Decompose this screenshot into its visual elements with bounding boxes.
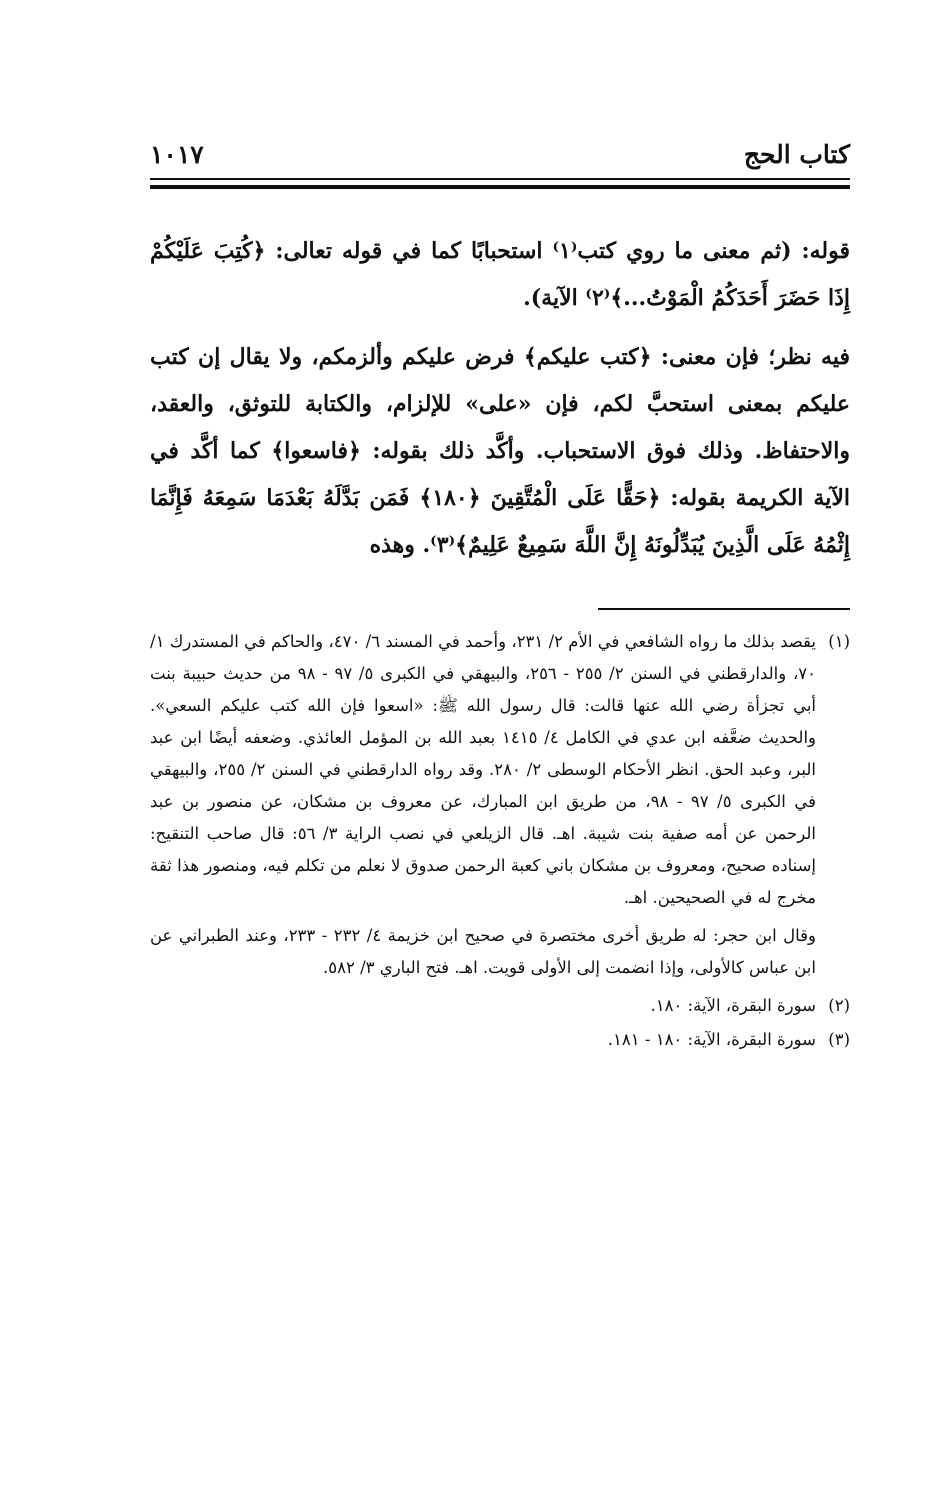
footnote-separator xyxy=(598,608,850,610)
main-text xyxy=(150,228,850,569)
header-rule-thin xyxy=(150,178,850,180)
footnote-text: سورة البقرة، الآية: ١٨٠. xyxy=(650,996,816,1015)
footnote-3 xyxy=(150,1024,850,1056)
footnote-number: (٣) xyxy=(828,1030,850,1049)
main-paragraph-quote: قوله: (ثم معنى ما روي كتب⁽١⁾ استحبابًا كما في قوله تعالى: ﴿كُتِبَ عَلَيْكُمْ إِذَا حَضَرَ أَحَدَكُمُ الْمَوْتُ...﴾⁽٢⁾ الآية). xyxy=(150,238,850,311)
footnotes xyxy=(150,626,850,1056)
running-header xyxy=(150,140,850,176)
main-paragraph-commentary: فيه نظر؛ فإن معنى: ﴿كتب عليكم﴾ فرض عليكم وألزمكم، ولا يقال إن كتب عليكم بمعنى استحبَّ لكم، فإن «على» للإلزام، والكتابة للتوثق، والعقد، والاحتفاظ. وذلك فوق الاستحباب. وأكَّد ذلك بقوله: ﴿فاسعوا﴾ كما أكَّد في الآية الكريمة بقوله: ﴿حَقًّا عَلَى الْمُتَّقِينَ ﴿١٨٠﴾ فَمَن بَدَّلَهُ بَعْدَمَا سَمِعَهُ فَإِنَّمَا إِثْمُهُ عَلَى الَّذِينَ يُبَدِّلُونَهُ إِنَّ اللَّهَ سَمِيعٌ عَلِيمٌ﴾⁽٣⁾. وهذه xyxy=(150,344,850,558)
header-rule-thick xyxy=(150,185,850,189)
footnote-text: سورة البقرة، الآية: ١٨٠ - ١٨١. xyxy=(607,1030,816,1049)
footnote-number: (١) xyxy=(828,632,850,651)
footnote-number: (٢) xyxy=(828,996,850,1015)
footnote-1 xyxy=(150,626,850,984)
chapter-title: كتاب الحج xyxy=(743,140,850,169)
footnote-paragraph: يقصد بذلك ما رواه الشافعي في الأم ٢/ ٢٣١، وأحمد في المسند ٦/ ٤٧٠، والحاكم في المستدرك ١/ ٧٠، والدارقطني في السنن ٢/ ٢٥٥ - ٢٥٦، والبيهقي في الكبرى ٥/ ٩٧ - ٩٨ من حديث حبيبة بنت أبي تجزأة رضي الله عنها قالت: قال رسول الله ﷺ: «اسعوا فإن الله كتب عليكم السعي». والحديث ضعَّفه ابن عدي في الكامل ٤/ ١٤١٥ بعبد الله بن المؤمل العائذي. وضعفه أيضًا ابن عبد البر، وعبد الحق. انظر الأحكام الوسطى ٢/ ٢٨٠. وقد رواه الدارقطني في السنن ٢/ ٢٥٥، والبيهقي في الكبرى ٥/ ٩٧ - ٩٨، من طريق ابن المبارك، عن معروف بن مشكان، عن منصور بن عبد الرحمن عن أمه صفية بنت شيبة. اهـ. قال الزيلعي في نصب الراية ٣/ ٥٦: قال صاحب التنقيح: إسناده صحيح، ومعروف بن مشكان باني كعبة الرحمن صدوق لا نعلم من تكلم فيه، ومنصور هذا ثقة مخرج له في الصحيحين. اهـ. xyxy=(150,632,817,907)
footnote-2 xyxy=(150,990,850,1022)
footnote-paragraph: وقال ابن حجر: له طريق أخرى مختصرة في صحيح ابن خزيمة ٤/ ٢٣٢ - ٢٣٣، وعند الطبراني عن ابن عباس كالأولى، وإذا انضمت إلى الأولى قويت. اهـ. فتح الباري ٣/ ٥٨٢. xyxy=(150,926,816,977)
page-number: ١٠١٧ xyxy=(150,140,204,169)
